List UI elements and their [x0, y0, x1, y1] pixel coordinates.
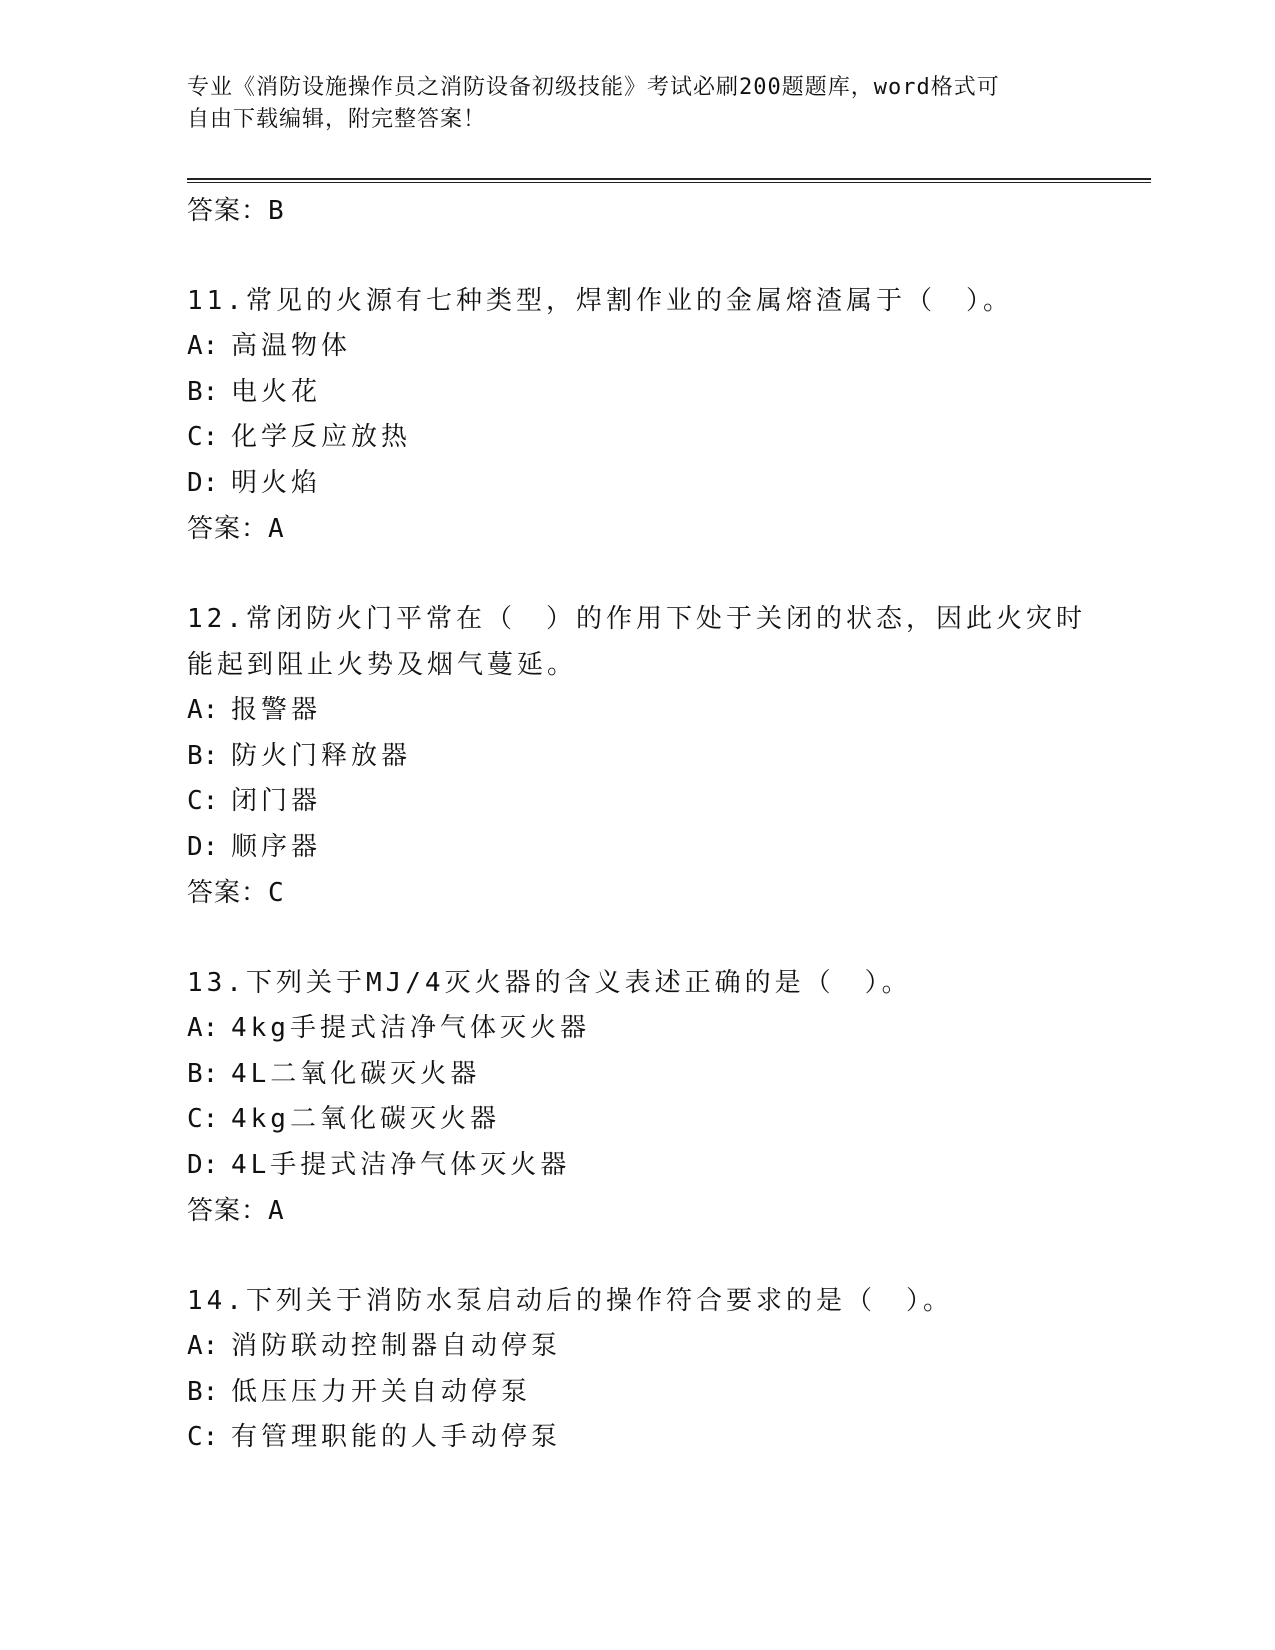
- option-d: D: 明火焰: [187, 467, 322, 498]
- question-stem: 11.常见的火源有七种类型，焊割作业的金属熔渣属于（ ）。: [187, 286, 1013, 316]
- question-13: [187, 960, 1087, 1234]
- header-line-2: 自由下载编辑，附完整答案！: [187, 107, 487, 132]
- answer-value: A: [268, 514, 285, 544]
- question-12: [187, 596, 1087, 916]
- answer-line: 答案：B: [187, 196, 285, 226]
- option-d: D: 顺序器: [187, 831, 322, 862]
- option-a: A: 高温物体: [187, 331, 352, 361]
- option-a: A: 4kg手提式洁净气体灭火器: [187, 1013, 590, 1043]
- option-b: B: 低压压力开关自动停泵: [187, 1376, 532, 1407]
- answer-line: 答案：A: [187, 514, 285, 544]
- question-stem: 14.下列关于消防水泵启动后的操作符合要求的是（ ）。: [187, 1286, 953, 1316]
- document-header: [187, 72, 1067, 136]
- answer-line: 答案：C: [187, 878, 285, 908]
- question-stem: 13.下列关于MJ/4灭火器的含义表述正确的是（ ）。: [187, 968, 912, 998]
- header-divider: [187, 178, 1151, 183]
- answer-value: C: [268, 878, 285, 908]
- answer-line: 答案：A: [187, 1196, 285, 1226]
- header-line-1: 专业《消防设施操作员之消防设备初级技能》考试必刷200题题库，word格式可: [187, 75, 1000, 100]
- question-11: [187, 278, 1087, 552]
- question-14: [187, 1278, 1087, 1461]
- answer-value: A: [268, 1196, 285, 1226]
- option-b: B: 电火花: [187, 376, 322, 407]
- option-b: B: 4L二氧化碳灭火器: [187, 1058, 481, 1089]
- question-stem: 12.常闭防火门平常在（ ）的作用下处于关闭的状态，因此火灾时能起到阻止火势及烟气蔓延。: [187, 604, 1086, 680]
- option-a: A: 消防联动控制器自动停泵: [187, 1331, 562, 1361]
- option-c: C: 有管理职能的人手动停泵: [187, 1422, 562, 1452]
- answer-value: B: [268, 196, 285, 226]
- option-c: C: 化学反应放热: [187, 422, 412, 452]
- option-c: C: 4kg二氧化碳灭火器: [187, 1104, 500, 1134]
- option-c: C: 闭门器: [187, 786, 322, 816]
- question-list: [187, 188, 1087, 1461]
- option-b: B: 防火门释放器: [187, 740, 412, 771]
- option-a: A: 报警器: [187, 695, 322, 725]
- option-d: D: 4L手提式洁净气体灭火器: [187, 1149, 571, 1180]
